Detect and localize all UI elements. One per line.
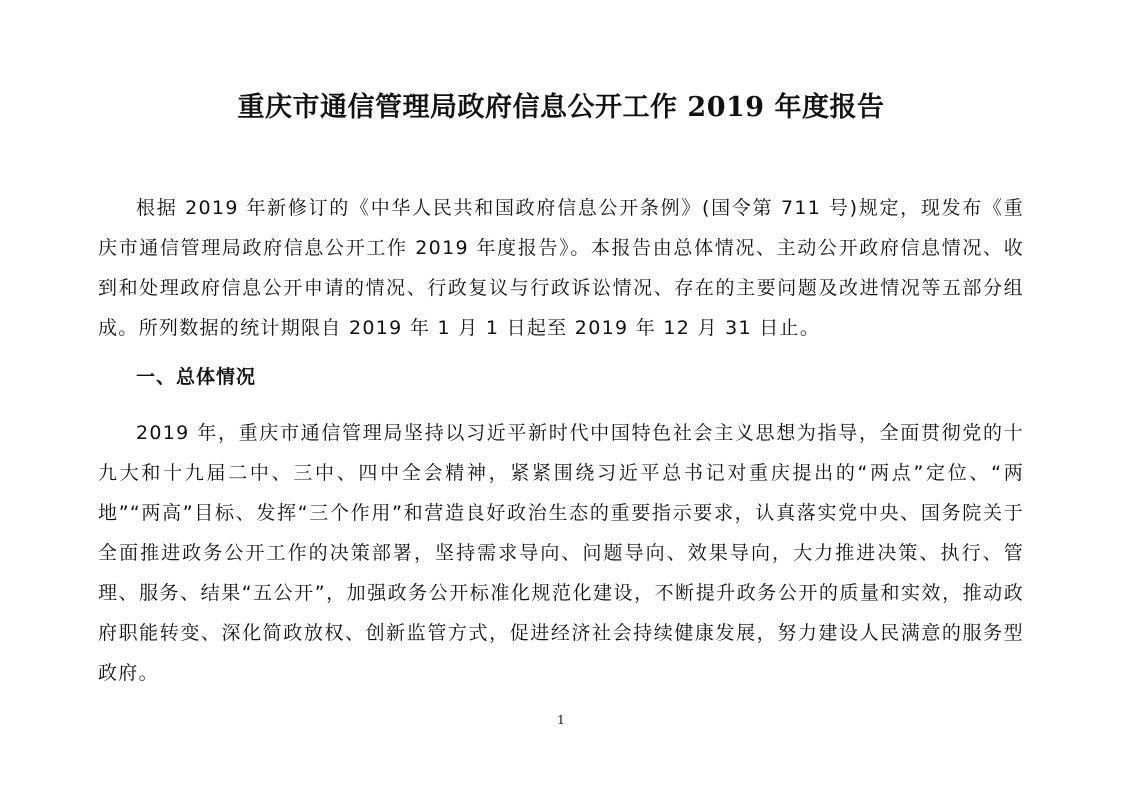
page-number: 1 [557,713,565,727]
overview-paragraph: 2019 年，重庆市通信管理局坚持以习近平新时代中国特色社会主义思想为指导，全面贯彻党的十九大和十九届二中、三中、四中全会精神，紧紧围绕习近平总书记对重庆提出的“两点”定位、“两地”“两高”目标、发挥“三个作用”和营造良好政治生态的重要指示要求，认真落实党中央、国务院关于全面推进政务公开工作的决策部署，坚持需求导向、问题导向、效果导向，大力推进决策、执行、管理、服务、结果“五公开”，加强政务公开标准化规范化建设，不断提升政务公开的质量和实效，推动政府职能转变、深化简政放权、创新监管方式，促进经济社会持续健康发展，努力建设人民满意的服务型政府。 [98,422,1024,684]
section-heading-overview: 一、总体情况 [136,366,257,388]
intro-paragraph: 根据 2019 年新修订的《中华人民共和国政府信息公开条例》(国令第 711 号)规定，现发布《重庆市通信管理局政府信息公开工作 2019 年度报告》。本报告由总体情况、主动公开政府信息情况、收到和处理政府信息公开申请的情况、行政复议与行政诉讼情况、存在的主要问题及改进情况等五部分组成。所列数据的统计期限自 2019 年 1 月 1 日起至 2019 年 12 月 31 日止。 [98,197,1024,339]
document-title: 重庆市通信管理局政府信息公开工作 2019 年度报告 [237,92,885,123]
